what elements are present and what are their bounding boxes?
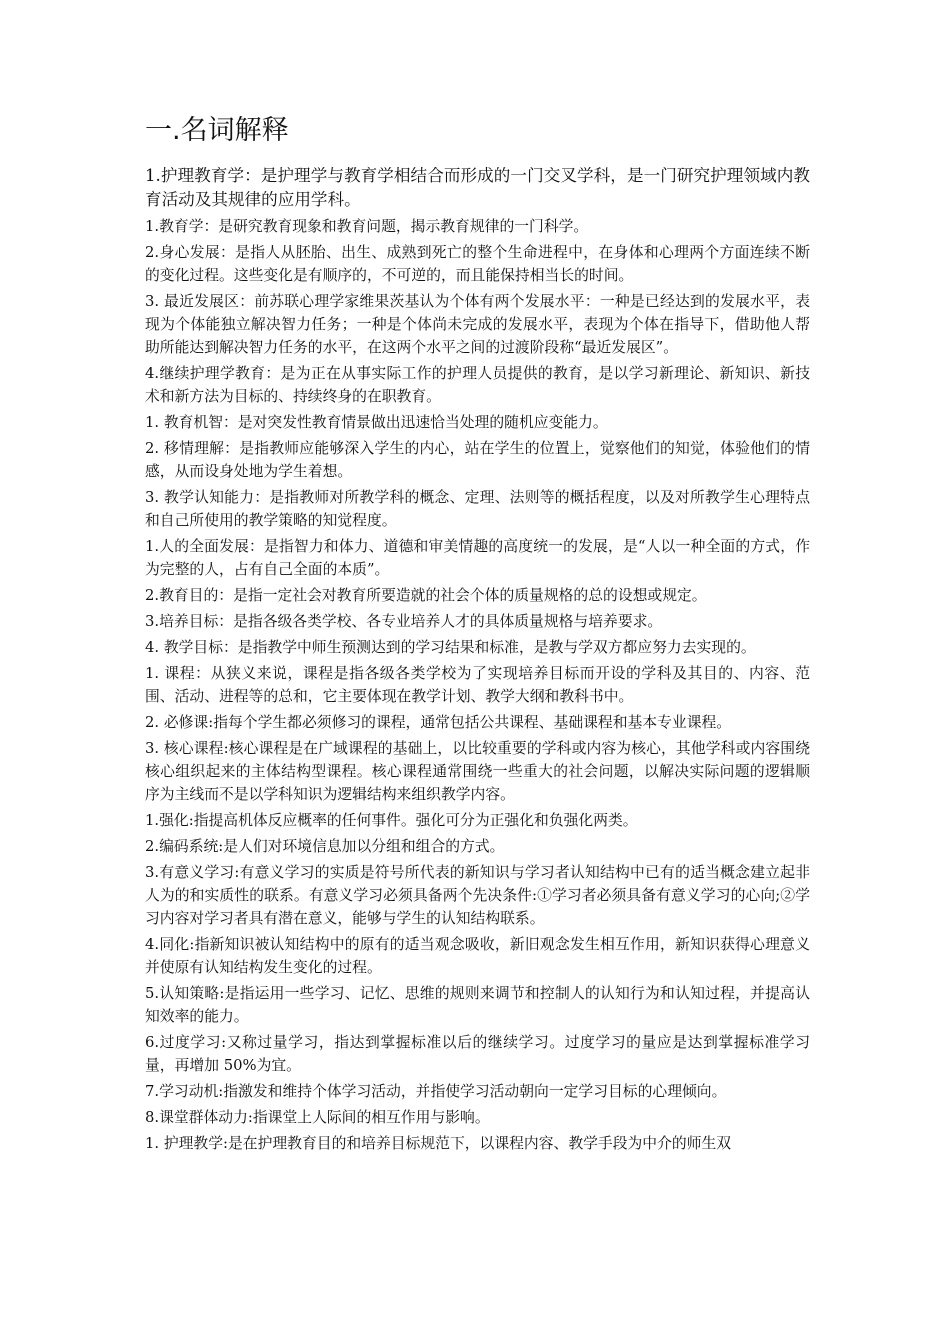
definition-entry: 1.教育学：是研究教育现象和教育问题，揭示教育规律的一门科学。	[145, 218, 589, 235]
definition-entry: 4.同化:指新知识被认知结构中的原有的适当观念吸收，新旧观念发生相互作用，新知识获得心理意义并使原有认知结构发生变化的过程。	[145, 936, 810, 976]
definition-entry: 1. 课程：从狭义来说，课程是指各级各类学校为了实现培养目标而开设的学科及其目的、内容、范围、活动、进程等的总和，它主要体现在教学计划、教学大纲和教科书中。	[145, 665, 810, 705]
definition-entry: 1.强化:指提高机体反应概率的任何事件。强化可分为正强化和负强化两类。	[145, 812, 638, 829]
definition-entry: 2.教育目的：是指一定社会对教育所要造就的社会个体的质量规格的总的设想或规定。	[145, 587, 707, 604]
definition-entry: 3. 核心课程:核心课程是在广域课程的基础上，以比较重要的学科或内容为核心，其他学科或内容围绕核心组织起来的主体结构型课程。核心课程通常围绕一些重大的社会问题，以解决实际问题的逻辑顺序为主线而不是以学科知识为逻辑结构来组织教学内容。	[145, 740, 810, 803]
document-content	[145, 112, 810, 1158]
definition-entry: 4.继续护理学教育：是为正在从事实际工作的护理人员提供的教育，是以学习新理论、新知识、新技术和新方法为目标的、持续终身的在职教育。	[145, 365, 810, 405]
definition-entry: 2.身心发展：是指人从胚胎、出生、成熟到死亡的整个生命进程中，在身体和心理两个方面连续不断的变化过程。这些变化是有顺序的，不可逆的，而且能保持相当长的时间。	[145, 244, 810, 284]
definition-entry: 7.学习动机:指激发和维持个体学习活动，并指使学习活动朝向一定学习目标的心理倾向。	[145, 1083, 727, 1100]
definition-entry: 6.过度学习:又称过量学习，指达到掌握标准以后的继续学习。过度学习的量应是达到掌握标准学习量，再增加 50%为宜。	[145, 1034, 810, 1074]
section-heading: 一.名词解释	[145, 115, 289, 146]
definition-entry: 3. 最近发展区：前苏联心理学家维果茨基认为个体有两个发展水平：一种是已经达到的发展水平，表现为个体能独立解决智力任务；一种是个体尚未完成的发展水平，表现为个体在指导下，借助他人帮助所能达到解决智力任务的水平，在这两个水平之间的过渡阶段称“最近发展区”。	[145, 293, 810, 356]
definition-entry: 3.有意义学习:有意义学习的实质是符号所代表的新知识与学习者认知结构中已有的适当概念建立起非人为的和实质性的联系。有意义学习必须具备两个先决条件:①学习者必须具备有意义学习的心向;②学习内容对学习者具有潜在意义，能够与学生的认知结构联系。	[145, 864, 810, 927]
definition-entry: 2.编码系统:是人们对环境信息加以分组和组合的方式。	[145, 838, 505, 855]
definition-entry: 1.人的全面发展：是指智力和体力、道德和审美情趣的高度统一的发展，是“人以一种全面的方式，作为完整的人，占有自己全面的本质”。	[145, 538, 810, 578]
definition-list	[145, 215, 810, 1155]
definition-entry: 1. 护理教学:是在护理教育目的和培养目标规范下，以课程内容、教学手段为中介的师生双	[145, 1135, 732, 1152]
definition-entry: 2. 移情理解：是指教师应能够深入学生的内心，站在学生的位置上，觉察他们的知觉，体验他们的情感，从而设身处地为学生着想。	[145, 440, 810, 480]
definition-entry: 3. 教学认知能力：是指教师对所教学科的概念、定理、法则等的概括程度，以及对所教学生心理特点和自己所使用的教学策略的知觉程度。	[145, 489, 810, 529]
definition-entry: 2. 必修课:指每个学生都必须修习的课程，通常包括公共课程、基础课程和基本专业课程。	[145, 714, 732, 731]
definition-entry: 5.认知策略:是指运用一些学习、记忆、思维的规则来调节和控制人的认知行为和认知过程，并提高认知效率的能力。	[145, 985, 810, 1025]
definition-entry: 4. 教学目标：是指教学中师生预测达到的学习结果和标准，是教与学双方都应努力去实现的。	[145, 639, 756, 656]
intro-definition: 1.护理教育学：是护理学与教育学相结合而形成的一门交叉学科，是一门研究护理领域内教育活动及其规律的应用学科。	[145, 166, 810, 209]
definition-entry: 3.培养目标：是指各级各类学校、各专业培养人才的具体质量规格与培养要求。	[145, 613, 663, 630]
definition-entry: 8.课堂群体动力:指课堂上人际间的相互作用与影响。	[145, 1109, 490, 1126]
definition-entry: 1. 教育机智：是对突发性教育情景做出迅速恰当处理的随机应变能力。	[145, 414, 608, 431]
